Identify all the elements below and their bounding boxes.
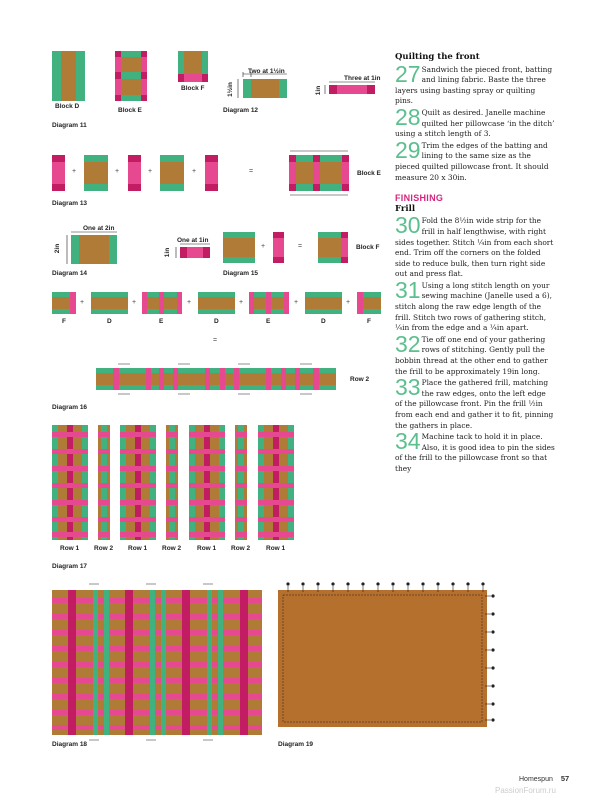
diagram-14-caption: Diagram 14 [52,270,88,277]
diagram-16-letter: F [62,318,66,325]
diagram-12-two-label: Two at 1½in [248,68,285,75]
plus-sign: + [192,168,197,175]
step-text: Machine tack to hold it in place. Also, it is good idea to pin the sides of the frill to the pillowcase front so that they [395,432,555,473]
step-text: Tie off one end of your gathering rows of stitching. Gently pull the bobbin thread at the other end to gather the frill to be approximately 19in long. [395,334,548,376]
diagram-15-caption: Diagram 15 [223,270,259,277]
step-34 [395,428,555,474]
step-33 [395,374,555,431]
step-28 [395,103,555,140]
plus-sign: + [187,299,192,306]
diagram-12-dim: 1½in [226,82,234,97]
heading-quilting-front: Quilting the front [395,52,480,62]
page-number: 57 [560,774,570,783]
plus-sign: + [72,168,77,175]
block-d-label: Block D [55,103,80,110]
diagram-15-result-label: Block F [356,244,380,251]
heading-finishing: FINISHING [395,193,444,204]
step-27 [395,60,555,107]
diagram-12-caption: Diagram 12 [223,107,259,114]
step-30 [395,212,555,280]
plus-sign: + [239,299,244,306]
article-column [395,52,555,476]
plus-sign: + [261,243,266,250]
diagram-17-row-label: Row 1 [128,545,148,552]
diagram-12-dim2: 1in [315,85,323,96]
diagram-14-dim1: 1in [164,247,172,258]
diagram-14-one1-label: One at 1in [177,237,209,244]
step-text: Sandwich the pieced front, batting and lining fabric. Baste the three layers using basting spray or quilting pins. [395,64,553,106]
step-number: 28 [395,103,421,130]
diagram-13-result-label: Block E [357,170,381,177]
equals-sign: = [213,337,218,344]
step-text: Place the gathered frill, matching the raw edges, onto the left edge of the pillowcase front. Pin the frill ½in from each end and gather it to fit, pinning the gathers in place. [395,378,554,430]
diagram-18-caption: Diagram 18 [52,741,88,748]
diagram-16-letter: E [159,318,164,325]
step-32 [395,330,555,377]
equals-sign: = [298,243,303,250]
diagram-17-row-label: Row 1 [266,545,286,552]
diagram-19-caption: Diagram 19 [278,741,314,748]
diagram-16-caption: Diagram 16 [52,404,88,411]
step-31 [395,276,555,334]
plus-sign: + [80,299,85,306]
plus-sign: + [115,168,120,175]
step-number: 34 [395,428,421,455]
diagram-16-letter: D [214,318,219,325]
diagram-16-row2-label: Row 2 [350,376,370,383]
diagram-17-caption: Diagram 17 [52,563,88,570]
step-number: 33 [395,374,421,401]
diagram-11-caption: Diagram 11 [52,122,87,129]
step-number: 29 [395,136,421,163]
step-text: Using a long stitch length on your sewing machine (Janelle used a 6), stitch along the raw edge length of the frill. Stitch two rows of gathering stitch, ¼in from the edge and a ¼in apart. [395,280,552,333]
diagram-14-dim2: 2in [54,243,62,254]
diagram-16-letter: E [266,318,271,325]
step-number: 32 [395,330,421,357]
plus-sign: + [148,168,153,175]
diagram-17-row-label: Row 2 [231,545,251,552]
diagram-17-row-label: Row 2 [162,545,182,552]
step-text: Fold the 8½in wide strip for the frill in half lengthwise, with right sides together. Stitch ¼in from each short end. Trim off the corners on the folded side to reduce bulk, then turn right side out and press flat. [395,216,554,279]
diagram-16-letter: D [321,318,326,325]
diagram-13-caption: Diagram 13 [52,200,88,207]
step-number: 31 [395,276,421,303]
step-number: 27 [395,60,421,87]
diagram-17-row-label: Row 1 [60,545,80,552]
diagram-14-one2-label: One at 2in [83,225,115,232]
diagram-16-letter: F [367,318,371,325]
diagram-17-row-label: Row 1 [197,545,217,552]
diagram-17-row-label: Row 2 [94,545,114,552]
watermark: PassionForum.ru [495,786,556,795]
diagram-16-letter: D [107,318,112,325]
plus-sign: + [132,299,137,306]
plus-sign: + [346,299,351,306]
magazine-name: Homespun [519,776,553,783]
equals-sign: = [249,168,254,175]
heading-frill: Frill [395,203,416,214]
step-29 [395,136,555,183]
page-footer [519,774,569,783]
step-text: Quilt as desired. Janelle machine quilted her pillowcase ‘in the ditch’ using a stitch length of 3. [395,107,555,139]
plus-sign: + [294,299,299,306]
block-e-label: Block E [118,107,142,114]
step-number: 30 [395,212,421,239]
block-f-label: Block F [181,85,205,92]
step-text: Trim the edges of the batting and lining to the same size as the pieced quilted pillowcase front. It should measure 20 x 30in. [395,140,549,182]
diagram-12-three-label: Three at 1in [344,75,381,82]
